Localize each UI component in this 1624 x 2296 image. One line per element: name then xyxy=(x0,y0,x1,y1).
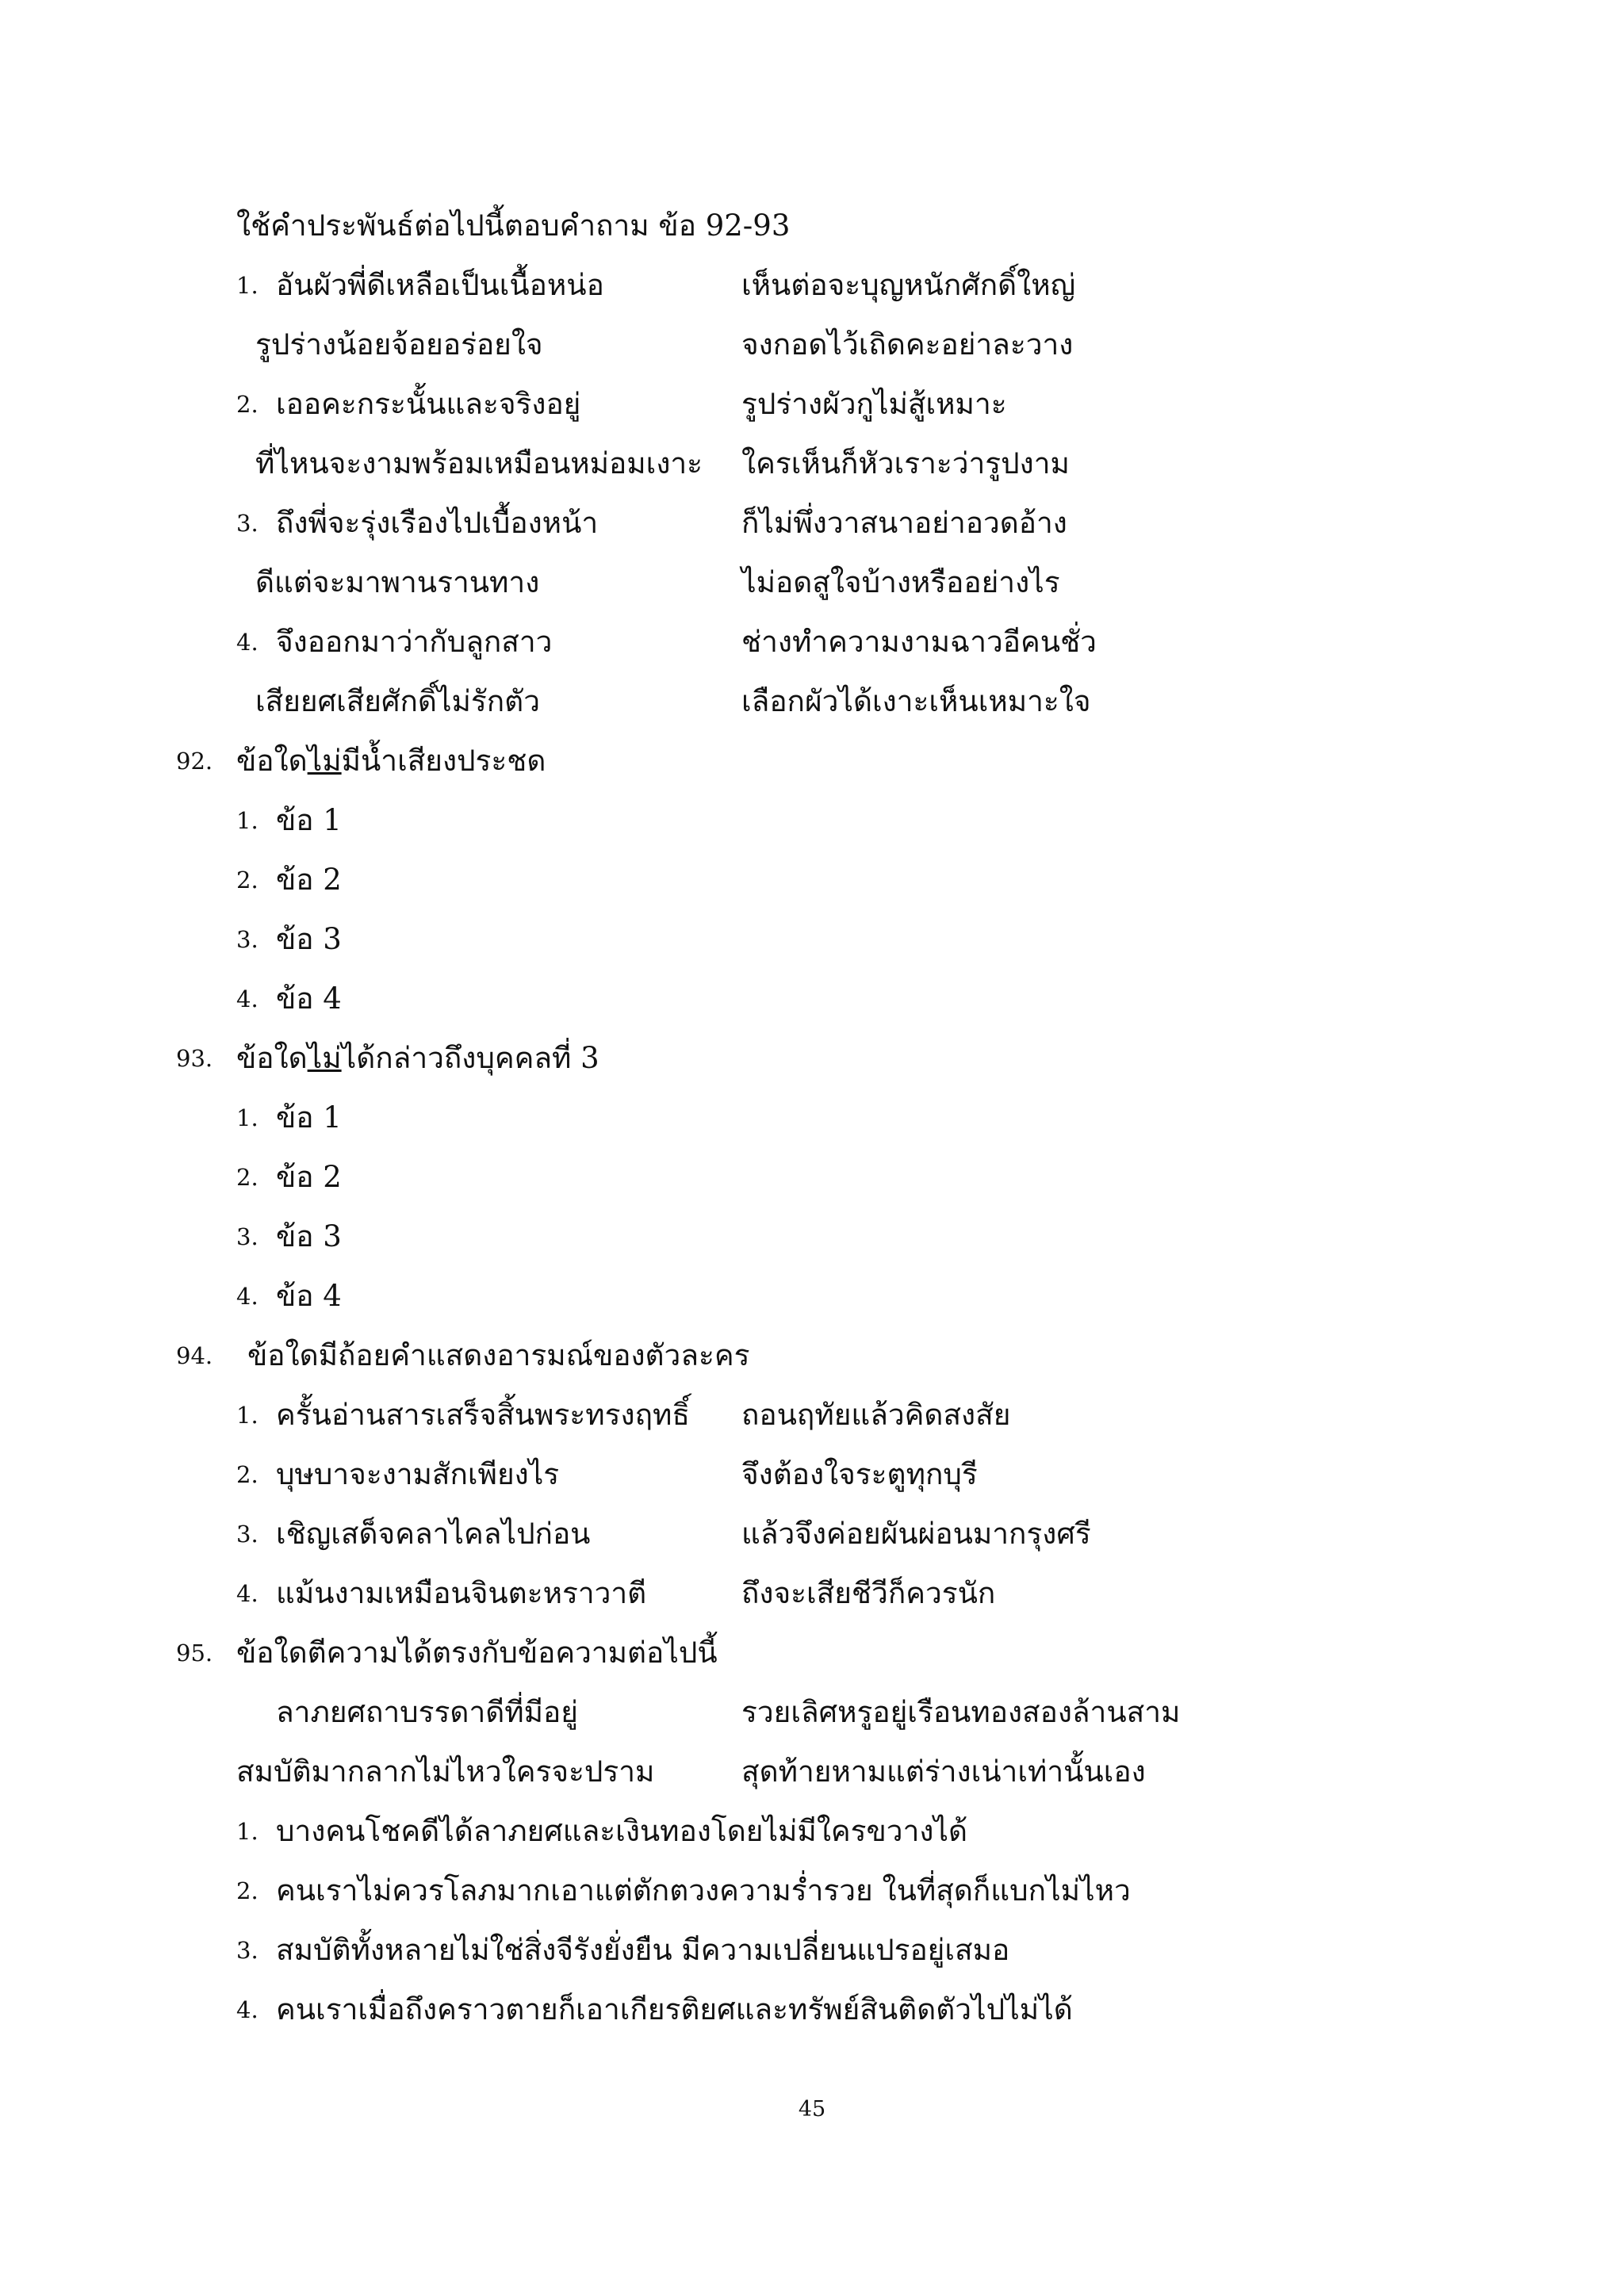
option-number: 4. xyxy=(236,985,259,1012)
question-92-option[interactable] xyxy=(0,970,1624,1028)
option-text: สมบัติทั้งหลายไม่ใช่สิ่งจีรังยั่งยืน มีความเปลี่ยนแปรอยู่เสมอ xyxy=(276,1933,1010,1967)
question-94-text: ข้อใดมีถ้อยคำแสดงอารมณ์ของตัวละคร xyxy=(247,1338,750,1372)
question-93-option[interactable] xyxy=(0,1267,1624,1326)
option-verse-b: ถึงจะเสียชีวีก็ควรนัก xyxy=(741,1576,996,1610)
poem-2-verse-c: ที่ไหนจะงามพร้อมเหมือนหม่อมเงาะ xyxy=(255,446,703,480)
option-number: 1. xyxy=(236,1104,259,1131)
option-number: 4. xyxy=(236,1283,259,1310)
poem-1-verse-d: จงกอดไว้เถิดคะอย่าละวาง xyxy=(741,327,1074,362)
poem-1-line-1 xyxy=(0,256,1624,315)
poem-3-line-1 xyxy=(0,494,1624,553)
poem-3-verse-b: ก็ไม่พึ่งวาสนาอย่าอวดอ้าง xyxy=(741,506,1067,540)
option-number: 2. xyxy=(236,1461,259,1488)
option-verse-a: เชิญเสด็จคลาไคลไปก่อน xyxy=(276,1517,591,1551)
question-92-option[interactable] xyxy=(0,791,1624,850)
question-92-text xyxy=(236,732,546,790)
option-number: 3. xyxy=(236,1937,259,1964)
poem-4-verse-b: ช่างทำความงามฉาวอีคนชั่ว xyxy=(741,625,1097,659)
question-95-number: 95. xyxy=(176,1640,213,1667)
question-93 xyxy=(0,1029,1624,1088)
poem-2-verse-b: รูปร่างผัวกูไม่สู้เหมาะ xyxy=(741,387,1007,421)
question-93-option[interactable] xyxy=(0,1089,1624,1147)
option-verse-b: จึงต้องใจระตูทุกบุรี xyxy=(741,1457,978,1491)
question-92-text-pre: ข้อใด xyxy=(236,744,308,778)
poem-1-line-2 xyxy=(0,316,1624,374)
poem-4-verse-d: เลือกผัวได้เงาะเห็นเหมาะใจ xyxy=(741,684,1091,718)
question-95 xyxy=(0,1624,1624,1682)
option-number: 4. xyxy=(236,1996,259,2023)
option-number: 1. xyxy=(236,1818,259,1845)
poem-4-line-2 xyxy=(0,672,1624,731)
poem-3-verse-d: ไม่อดสูใจบ้างหรืออย่างไร xyxy=(741,565,1060,599)
option-text: ข้อ 4 xyxy=(276,982,342,1016)
question-95-option[interactable] xyxy=(0,1980,1624,2039)
verse-b: สุดท้ายหามแต่ร่างเน่าเท่านั้นเอง xyxy=(741,1755,1146,1789)
question-92-text-post: มีน้ำเสียงประชด xyxy=(341,744,546,778)
option-verse-a: ครั้นอ่านสารเสร็จสิ้นพระทรงฤทธิ์ xyxy=(276,1398,690,1432)
question-94 xyxy=(0,1326,1624,1385)
poem-3-number: 3. xyxy=(236,510,259,537)
option-text: คนเราไม่ควรโลภมากเอาแต่ตักตวงความร่ำรวย ในที่สุดก็แบกไม่ไหว xyxy=(276,1873,1131,1908)
option-verse-a: แม้นงามเหมือนจินตะหราวาตี xyxy=(276,1576,647,1610)
question-93-text-post: ได้กล่าวถึงบุคคลที่ 3 xyxy=(341,1041,599,1075)
option-text: ข้อ 3 xyxy=(276,922,342,956)
poem-3-line-2 xyxy=(0,553,1624,612)
option-text: ข้อ 1 xyxy=(276,803,342,837)
option-text: ข้อ 2 xyxy=(276,863,342,897)
question-94-option[interactable] xyxy=(0,1505,1624,1563)
poem-2-number: 2. xyxy=(236,391,259,418)
intro-line xyxy=(0,197,1624,255)
question-95-option[interactable] xyxy=(0,1921,1624,1980)
option-text: ข้อ 4 xyxy=(276,1279,342,1313)
option-number: 1. xyxy=(236,807,259,834)
question-93-text-pre: ข้อใด xyxy=(236,1041,308,1075)
question-93-text-underlined: ไม่ xyxy=(307,1041,342,1075)
poem-2-verse-a: เออคะกระนั้นและจริงอยู่ xyxy=(276,387,581,421)
question-95-option[interactable] xyxy=(0,1802,1624,1861)
intro-text: ใช้คำประพันธ์ต่อไปนี้ตอบคำถาม ข้อ 92-93 xyxy=(236,209,791,243)
question-94-number: 94. xyxy=(176,1342,213,1369)
verse-a: สมบัติมากลากไม่ไหวใครจะปราม xyxy=(236,1755,655,1789)
page-number: 45 xyxy=(798,2097,826,2122)
option-text: ข้อ 3 xyxy=(276,1219,342,1253)
poem-4-line-1 xyxy=(0,613,1624,672)
option-text: ข้อ 1 xyxy=(276,1100,342,1135)
question-94-option[interactable] xyxy=(0,1445,1624,1504)
poem-3-verse-a: ถึงพี่จะรุ่งเรืองไปเบื้องหน้า xyxy=(276,506,599,540)
question-93-text xyxy=(236,1029,599,1088)
poem-4-verse-a: จึงออกมาว่ากับลูกสาว xyxy=(276,625,553,659)
option-verse-b: ถอนฤทัยแล้วคิดสงสัย xyxy=(741,1398,1011,1432)
question-92-option[interactable] xyxy=(0,910,1624,969)
question-95-verse-line-1 xyxy=(0,1683,1624,1742)
option-number: 3. xyxy=(236,926,259,953)
option-number: 4. xyxy=(236,1580,259,1607)
question-95-text: ข้อใดตีความได้ตรงกับข้อความต่อไปนี้ xyxy=(236,1636,718,1670)
poem-4-number: 4. xyxy=(236,629,259,656)
question-95-option[interactable] xyxy=(0,1862,1624,1920)
question-92-number: 92. xyxy=(176,748,213,775)
poem-1-number: 1. xyxy=(236,272,259,299)
poem-2-verse-d: ใครเห็นก็หัวเราะว่ารูปงาม xyxy=(741,446,1070,480)
option-number: 1. xyxy=(236,1402,259,1429)
option-number: 2. xyxy=(236,867,259,894)
verse-a: ลาภยศถาบรรดาดีที่มีอยู่ xyxy=(276,1695,578,1729)
option-number: 3. xyxy=(236,1521,259,1548)
verse-b: รวยเลิศหรูอยู่เรือนทองสองล้านสาม xyxy=(741,1695,1181,1729)
question-93-number: 93. xyxy=(176,1045,213,1072)
question-95-verse-line-2 xyxy=(0,1743,1624,1801)
question-92-option[interactable] xyxy=(0,851,1624,909)
question-92-text-underlined: ไม่ xyxy=(307,744,342,778)
poem-1-verse-c: รูปร่างน้อยจ้อยอร่อยใจ xyxy=(255,327,543,362)
option-number: 2. xyxy=(236,1164,259,1191)
option-number: 2. xyxy=(236,1877,259,1904)
poem-2-line-2 xyxy=(0,434,1624,493)
option-number: 3. xyxy=(236,1223,259,1250)
question-93-option[interactable] xyxy=(0,1207,1624,1266)
question-92 xyxy=(0,732,1624,790)
question-94-option[interactable] xyxy=(0,1386,1624,1445)
poem-1-verse-a: อันผัวพี่ดีเหลือเป็นเนื้อหน่อ xyxy=(276,268,604,302)
poem-3-verse-c: ดีแต่จะมาพานรานทาง xyxy=(255,565,540,599)
option-text: ข้อ 2 xyxy=(276,1160,342,1194)
question-93-option[interactable] xyxy=(0,1148,1624,1207)
poem-1-verse-b: เห็นต่อจะบุญหนักศักดิ์ใหญ่ xyxy=(741,268,1076,302)
question-94-option[interactable] xyxy=(0,1564,1624,1623)
option-text: บางคนโชคดีได้ลาภยศและเงินทองโดยไม่มีใครขวางได้ xyxy=(276,1814,968,1848)
option-verse-a: บุษบาจะงามสักเพียงไร xyxy=(276,1457,560,1491)
option-text: คนเราเมื่อถึงคราวตายก็เอาเกียรติยศและทรัพย์สินติดตัวไปไม่ได้ xyxy=(276,1992,1073,2026)
poem-2-line-1 xyxy=(0,375,1624,434)
poem-4-verse-c: เสียยศเสียศักดิ์ไม่รักตัว xyxy=(255,684,540,718)
option-verse-b: แล้วจึงค่อยผันผ่อนมากรุงศรี xyxy=(741,1517,1091,1551)
